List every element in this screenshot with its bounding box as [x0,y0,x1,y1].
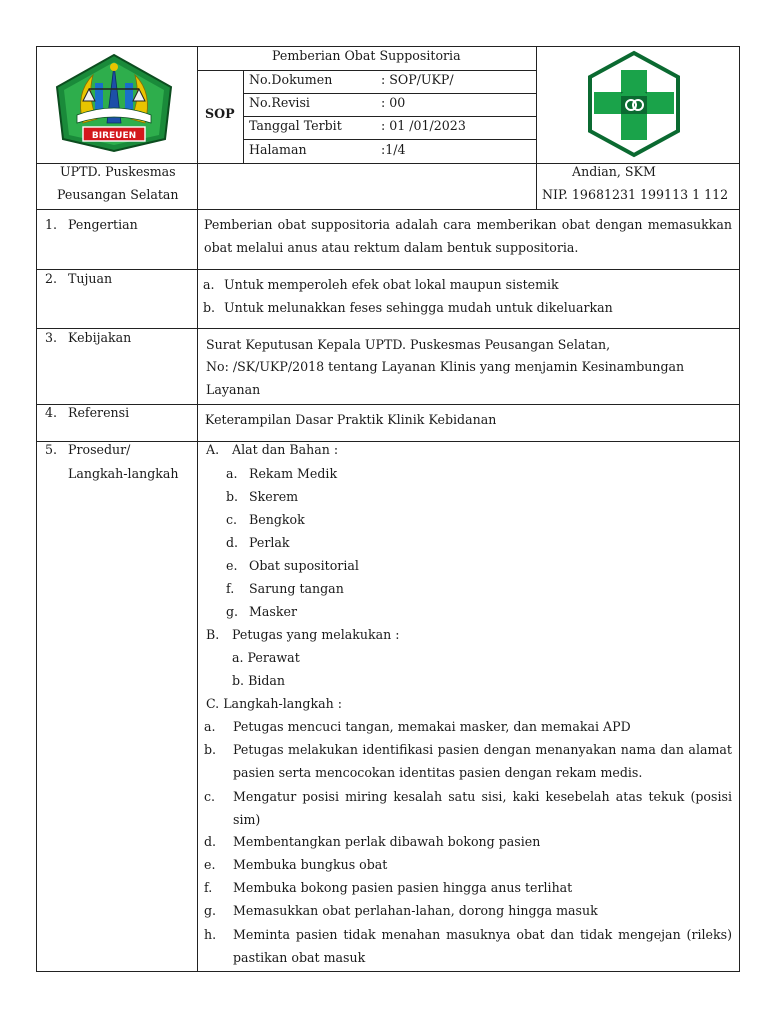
section-label-referensi: Referensi [68,405,130,420]
petugas-item-bidan: b. Bidan [232,673,286,688]
langkah-step-d: Membentangkan perlak dibawah bokong pasien [233,834,541,849]
petugas-marker: B. [206,627,220,642]
section-number-pengertian: 1. [45,217,58,232]
column-divider-main [197,46,198,972]
organization-name-line2: Peusangan Selatan [57,187,179,202]
page-value: :1/4 [381,142,406,157]
column-divider-right-sign [536,163,537,209]
section-number-referensi: 4. [45,405,58,420]
row-line-kebijakan [36,404,740,405]
alat-item: Masker [249,604,297,619]
petugas-title: Petugas yang melakukan : [232,627,400,642]
tujuan-item-b: Untuk melunakkan feses sehingga mudah untuk dikeluarkan [224,300,613,315]
langkah-step-f: Membuka bokong pasien pasien hingga anus terlihat [233,880,573,895]
row-line-org [36,209,740,210]
section-label-kebijakan: Kebijakan [68,330,132,345]
tujuan-marker-b: b. [203,300,216,315]
section-label-prosedur-line1: Prosedur/ [68,442,131,457]
section-number-prosedur: 5. [45,442,58,457]
signer-nip: NIP. 19681231 199113 1 112 [542,187,729,202]
document-title: Pemberian Obat Suppositoria [272,48,461,63]
issue-date-value: : 01 /01/2023 [381,118,466,133]
alat-marker-e: e. [226,558,238,573]
referensi-text: Keterampilan Dasar Praktik Klinik Kebidanan [205,412,497,427]
puskesmas-logo [580,50,688,158]
row-line-doc-3 [243,139,536,140]
revision-label: No.Revisi [249,95,310,110]
row-line-tujuan [36,328,740,329]
logo-bireuen-text: BIREUEN [91,131,137,141]
alat-marker-g: g. [226,604,239,619]
alat-marker-a: a. [226,466,238,481]
langkah-step-h: Meminta pasien tidak menahan masuknya obat dan tidak mengejan (rileks) pastikan obat masuk [233,927,732,966]
langkah-marker-d: d. [204,834,217,849]
alat-marker-c: c. [226,512,238,527]
alat-marker-d: d. [226,535,239,550]
langkah-title: C. Langkah-langkah : [206,696,342,711]
issue-date-label: Tanggal Terbit [249,118,342,133]
alat-marker-f: f. [226,581,235,596]
section-number-tujuan: 2. [45,271,58,286]
tujuan-marker-a: a. [203,277,215,292]
alat-item: Rekam Medik [249,466,338,481]
kebijakan-line1: Surat Keputusan Kepala UPTD. Puskesmas Peusangan Selatan, [206,337,611,352]
kebijakan-line3: Layanan [206,382,261,397]
section-label-prosedur-line2: Langkah-langkah [68,466,179,481]
langkah-marker-h: h. [204,927,217,942]
langkah-marker-a: a. [204,719,216,734]
row-line-doc-1 [243,93,536,94]
alat-item: Sarung tangan [249,581,344,596]
alat-item: Bengkok [249,512,305,527]
section-number-kebijakan: 3. [45,330,58,345]
sop-label: SOP [205,106,235,121]
column-divider-right-top [536,46,537,163]
langkah-step-e: Membuka bungkus obat [233,857,388,872]
langkah-marker-f: f. [204,880,213,895]
langkah-step-c: Mengatur posisi miring kesalah satu sisi, kaki kesebelah atas tekuk (posisi sim) [233,789,732,828]
langkah-step-a: Petugas mencuci tangan, memakai masker, dan memakai APD [233,719,631,734]
langkah-marker-b: b. [204,742,217,757]
langkah-marker-e: e. [204,857,216,872]
langkah-step-b: Petugas melakukan identifikasi pasien dengan menanyakan nama dan alamat pasien serta mencocokan identitas pasien dengan rekam medis. [233,742,732,781]
page-label: Halaman [249,142,307,157]
alat-item: Obat supositorial [249,558,359,573]
revision-value: : 00 [381,95,406,110]
section-label-tujuan: Tujuan [68,271,113,286]
doc-number-label: No.Dokumen [249,72,333,87]
signer-name: Andian, SKM [572,164,656,179]
bireuen-regency-logo [53,53,175,153]
pengertian-text: Pemberian obat suppositoria adalah cara memberikan obat dengan memasukkan obat melalui anus atau rektum dalam bentuk suppositoria. [204,217,732,256]
row-line-title [197,70,536,71]
alat-marker-b: b. [226,489,239,504]
petugas-item-perawat: a. Perawat [232,650,300,665]
langkah-marker-c: c. [204,789,216,804]
row-line-pengertian [36,269,740,270]
doc-number-value: : SOP/UKP/ [381,72,454,87]
langkah-marker-g: g. [204,903,217,918]
kebijakan-line2: No: /SK/UKP/2018 tentang Layanan Klinis yang menjamin Kesinambungan [206,359,685,374]
alat-title: Alat dan Bahan : [232,442,339,457]
tujuan-item-a: Untuk memperoleh efek obat lokal maupun sistemik [224,277,559,292]
section-label-pengertian: Pengertian [68,217,138,232]
alat-item: Skerem [249,489,299,504]
row-line-referensi [36,441,740,442]
alat-item: Perlak [249,535,290,550]
organization-name-line1: UPTD. Puskesmas [60,164,176,179]
row-line-doc-2 [243,116,536,117]
alat-marker: A. [206,442,220,457]
langkah-step-g: Memasukkan obat perlahan-lahan, dorong hingga masuk [233,903,598,918]
